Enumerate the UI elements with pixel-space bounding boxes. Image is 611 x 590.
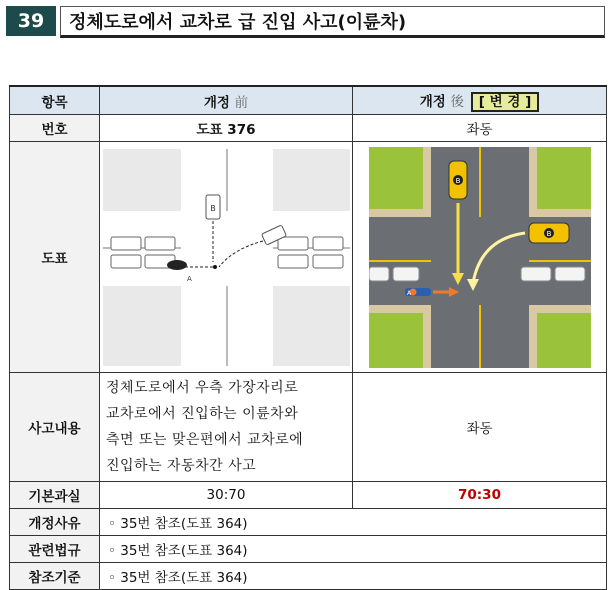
row-diagram [10,142,607,373]
corner-bl [369,305,431,368]
row-label-law: 관련법규 [10,536,100,563]
accident-line: 교차로에서 진입하는 이륜차와 [106,406,299,422]
row-label-criteria: 참조기준 [10,563,100,590]
row-accident [10,373,607,482]
section-number: 39 [6,6,56,36]
taxi-b-right-label: B [546,229,551,238]
page-header [6,6,605,36]
taxi-b-top-label: B [455,176,460,185]
motorcycle [167,260,187,270]
path-turn [219,241,263,267]
diagram-after-cell [353,142,607,373]
parked-cars-right [278,237,343,268]
header-before-label: 개정 [203,94,230,111]
page-title: 정체도로에서 교차로 급 진입 사고(이륜차) [60,6,605,38]
fault-before: 30:70 [100,482,353,509]
bike-a-label: A [186,274,192,283]
row-label-fault: 기본과실 [10,482,100,509]
header-after [353,86,607,115]
accident-before [100,373,353,482]
criteria-text: ◦ 35번 참조(도표 364) [100,563,607,590]
row-label-diagram: 도표 [10,142,100,373]
row-number [10,115,607,142]
bike-a-label: A [406,289,411,297]
row-label-reason: 개정사유 [10,509,100,536]
diagram-before-cell [100,142,353,373]
header-after-label: 개정 [419,93,446,110]
header-item: 항목 [10,86,100,115]
row-reason [10,509,607,536]
header-before-suffix: 前 [234,94,249,111]
corner-block-bl [103,286,181,366]
car-b-top-label: B [209,203,216,213]
collision-point [213,265,217,269]
parked-cars-left [111,237,175,268]
corner-tl [369,147,431,217]
corner-block-tr [273,149,350,211]
accident-line: 측면 또는 맞은편에서 교차로에 [106,432,304,448]
corner-block-tl [103,149,181,211]
reason-text: ◦ 35번 참조(도표 364) [100,509,607,536]
accident-line: 진입하는 자동차간 사고 [106,458,257,474]
row-law [10,536,607,563]
number-before: 도표 376 [100,115,353,142]
comparison-table [9,85,607,590]
parked-cars-left [369,267,419,281]
accident-after: 좌동 [353,373,607,482]
header-after-suffix: 後 [450,93,465,110]
diagram-before [103,149,350,366]
accident-line: 정체도로에서 우측 가장자리로 [106,380,299,396]
fault-after: 70:30 [353,482,607,509]
header-row [10,86,607,115]
row-label-accident: 사고내용 [10,373,100,482]
number-after: 좌동 [353,115,607,142]
law-text: ◦ 35번 참조(도표 364) [100,536,607,563]
corner-tr [529,147,591,217]
row-label-number: 번호 [10,115,100,142]
corner-block-br [273,286,350,366]
row-fault [10,482,607,509]
row-criteria [10,563,607,590]
corner-br [529,305,591,368]
diagram-after [369,147,591,368]
header-before [100,86,353,115]
change-badge: [ 변 경 ] [471,92,540,112]
